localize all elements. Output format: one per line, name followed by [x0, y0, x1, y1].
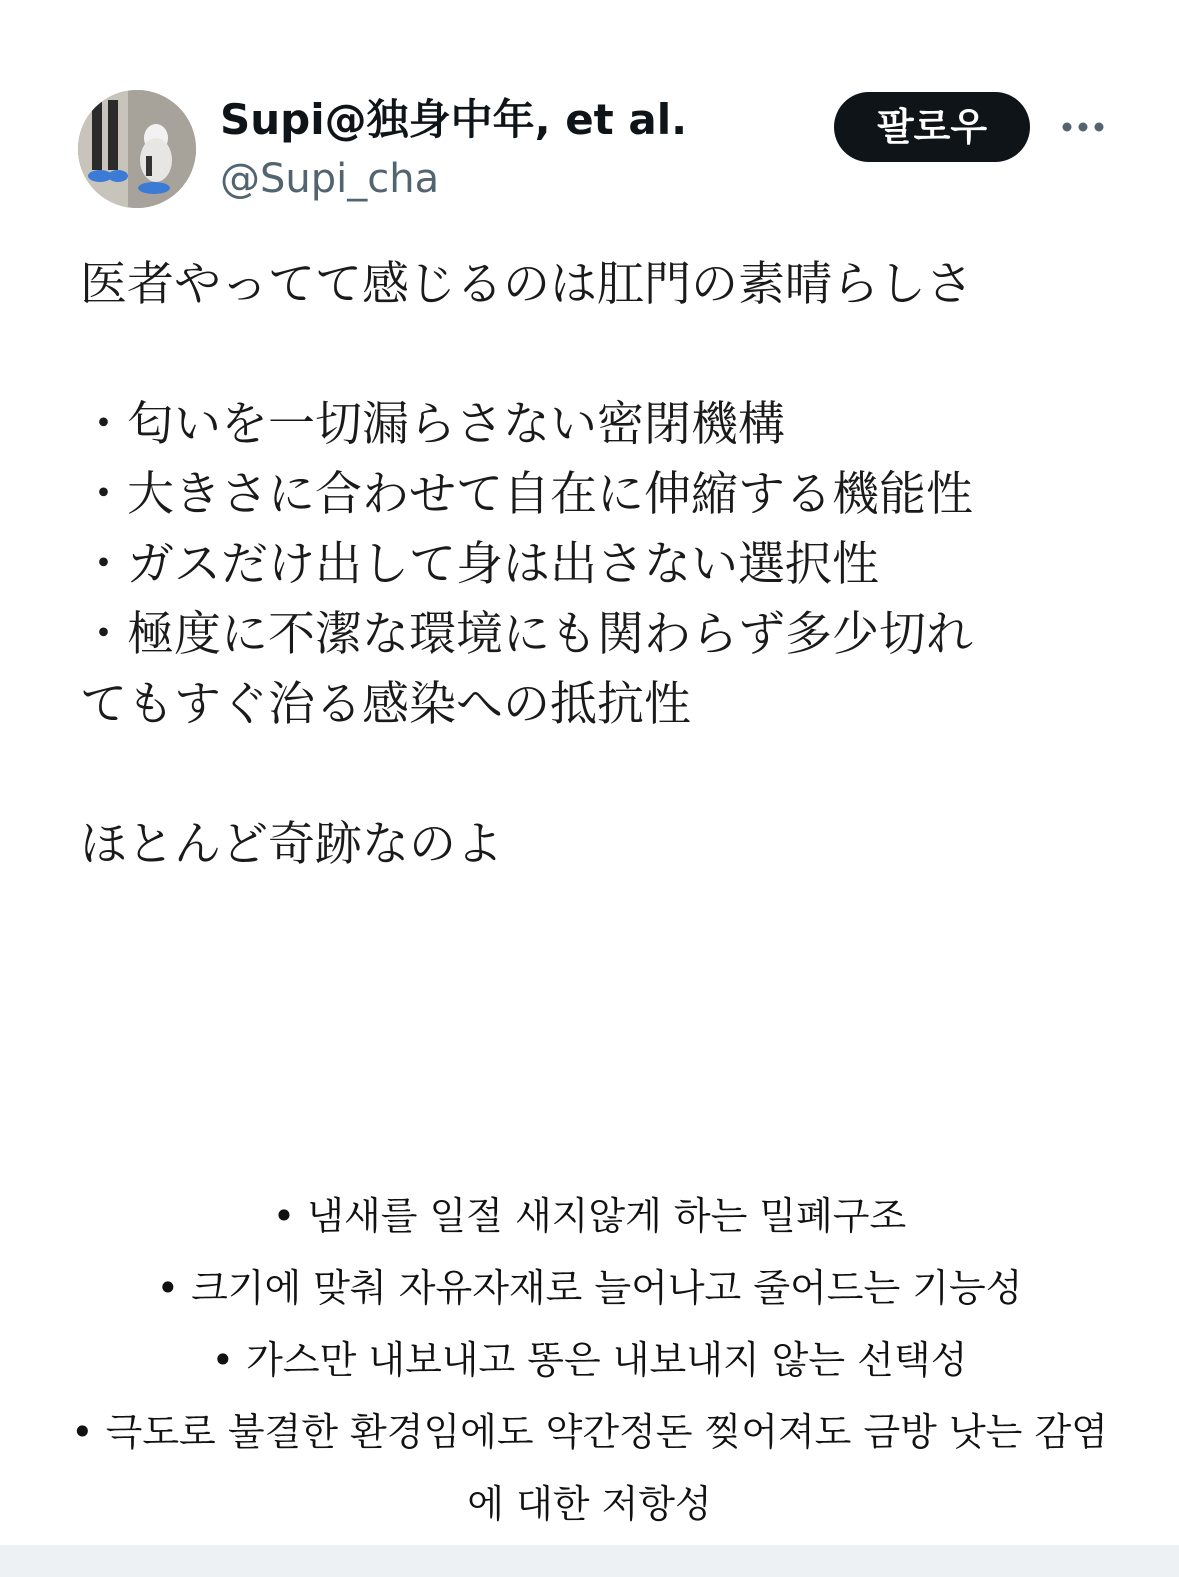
post-bullet: ・ガスだけ出して身は出さない選択性 — [80, 537, 879, 592]
more-options-button[interactable] — [1058, 104, 1108, 150]
author-info — [220, 92, 687, 206]
translation-line: • 극도로 불결한 환경임에도 약간정돈 찢어져도 금방 낫는 감염 — [71, 1410, 1108, 1454]
avatar[interactable] — [78, 90, 196, 208]
more-horizontal-icon — [1058, 104, 1108, 150]
translation-line: • 크기에 맞춰 자유자재로 늘어나고 줄어드는 기능성 — [156, 1266, 1023, 1310]
post-bullet: ・極度に不潔な環境にも関わらず多少切れ — [80, 607, 973, 662]
translation-line: • 가스만 내보내고 똥은 내보내지 않는 선택성 — [211, 1338, 968, 1382]
translation-line: • 냄새를 일절 새지않게 하는 밀폐구조 — [272, 1194, 907, 1238]
follow-button[interactable]: 팔로우 — [834, 92, 1030, 162]
post-closing-line: ほとんど奇跡なのよ — [80, 817, 503, 872]
post-bullet: ・大きさに合わせて自在に伸縮する機能性 — [80, 467, 973, 522]
author-handle[interactable]: @Supi_cha — [220, 156, 440, 202]
avatar-image — [78, 90, 196, 208]
post-bullet: ・匂いを一切漏らさない密閉機構 — [80, 397, 785, 452]
post-bullet-continuation: てもすぐ治る感染への抵抗性 — [80, 677, 691, 732]
post-text — [80, 250, 1100, 880]
author-display-name[interactable]: Supi@独身中年, et al. — [220, 95, 688, 144]
bottom-divider — [0, 1545, 1179, 1577]
paragraph-gap — [80, 740, 1100, 810]
post-header — [78, 90, 1108, 210]
paragraph-gap — [80, 320, 1100, 390]
translation-caption — [0, 1180, 1179, 1540]
post-text-line: 医者やってて感じるのは肛門の素晴らしさ — [80, 257, 973, 312]
translation-line: 에 대한 저항성 — [467, 1482, 712, 1526]
